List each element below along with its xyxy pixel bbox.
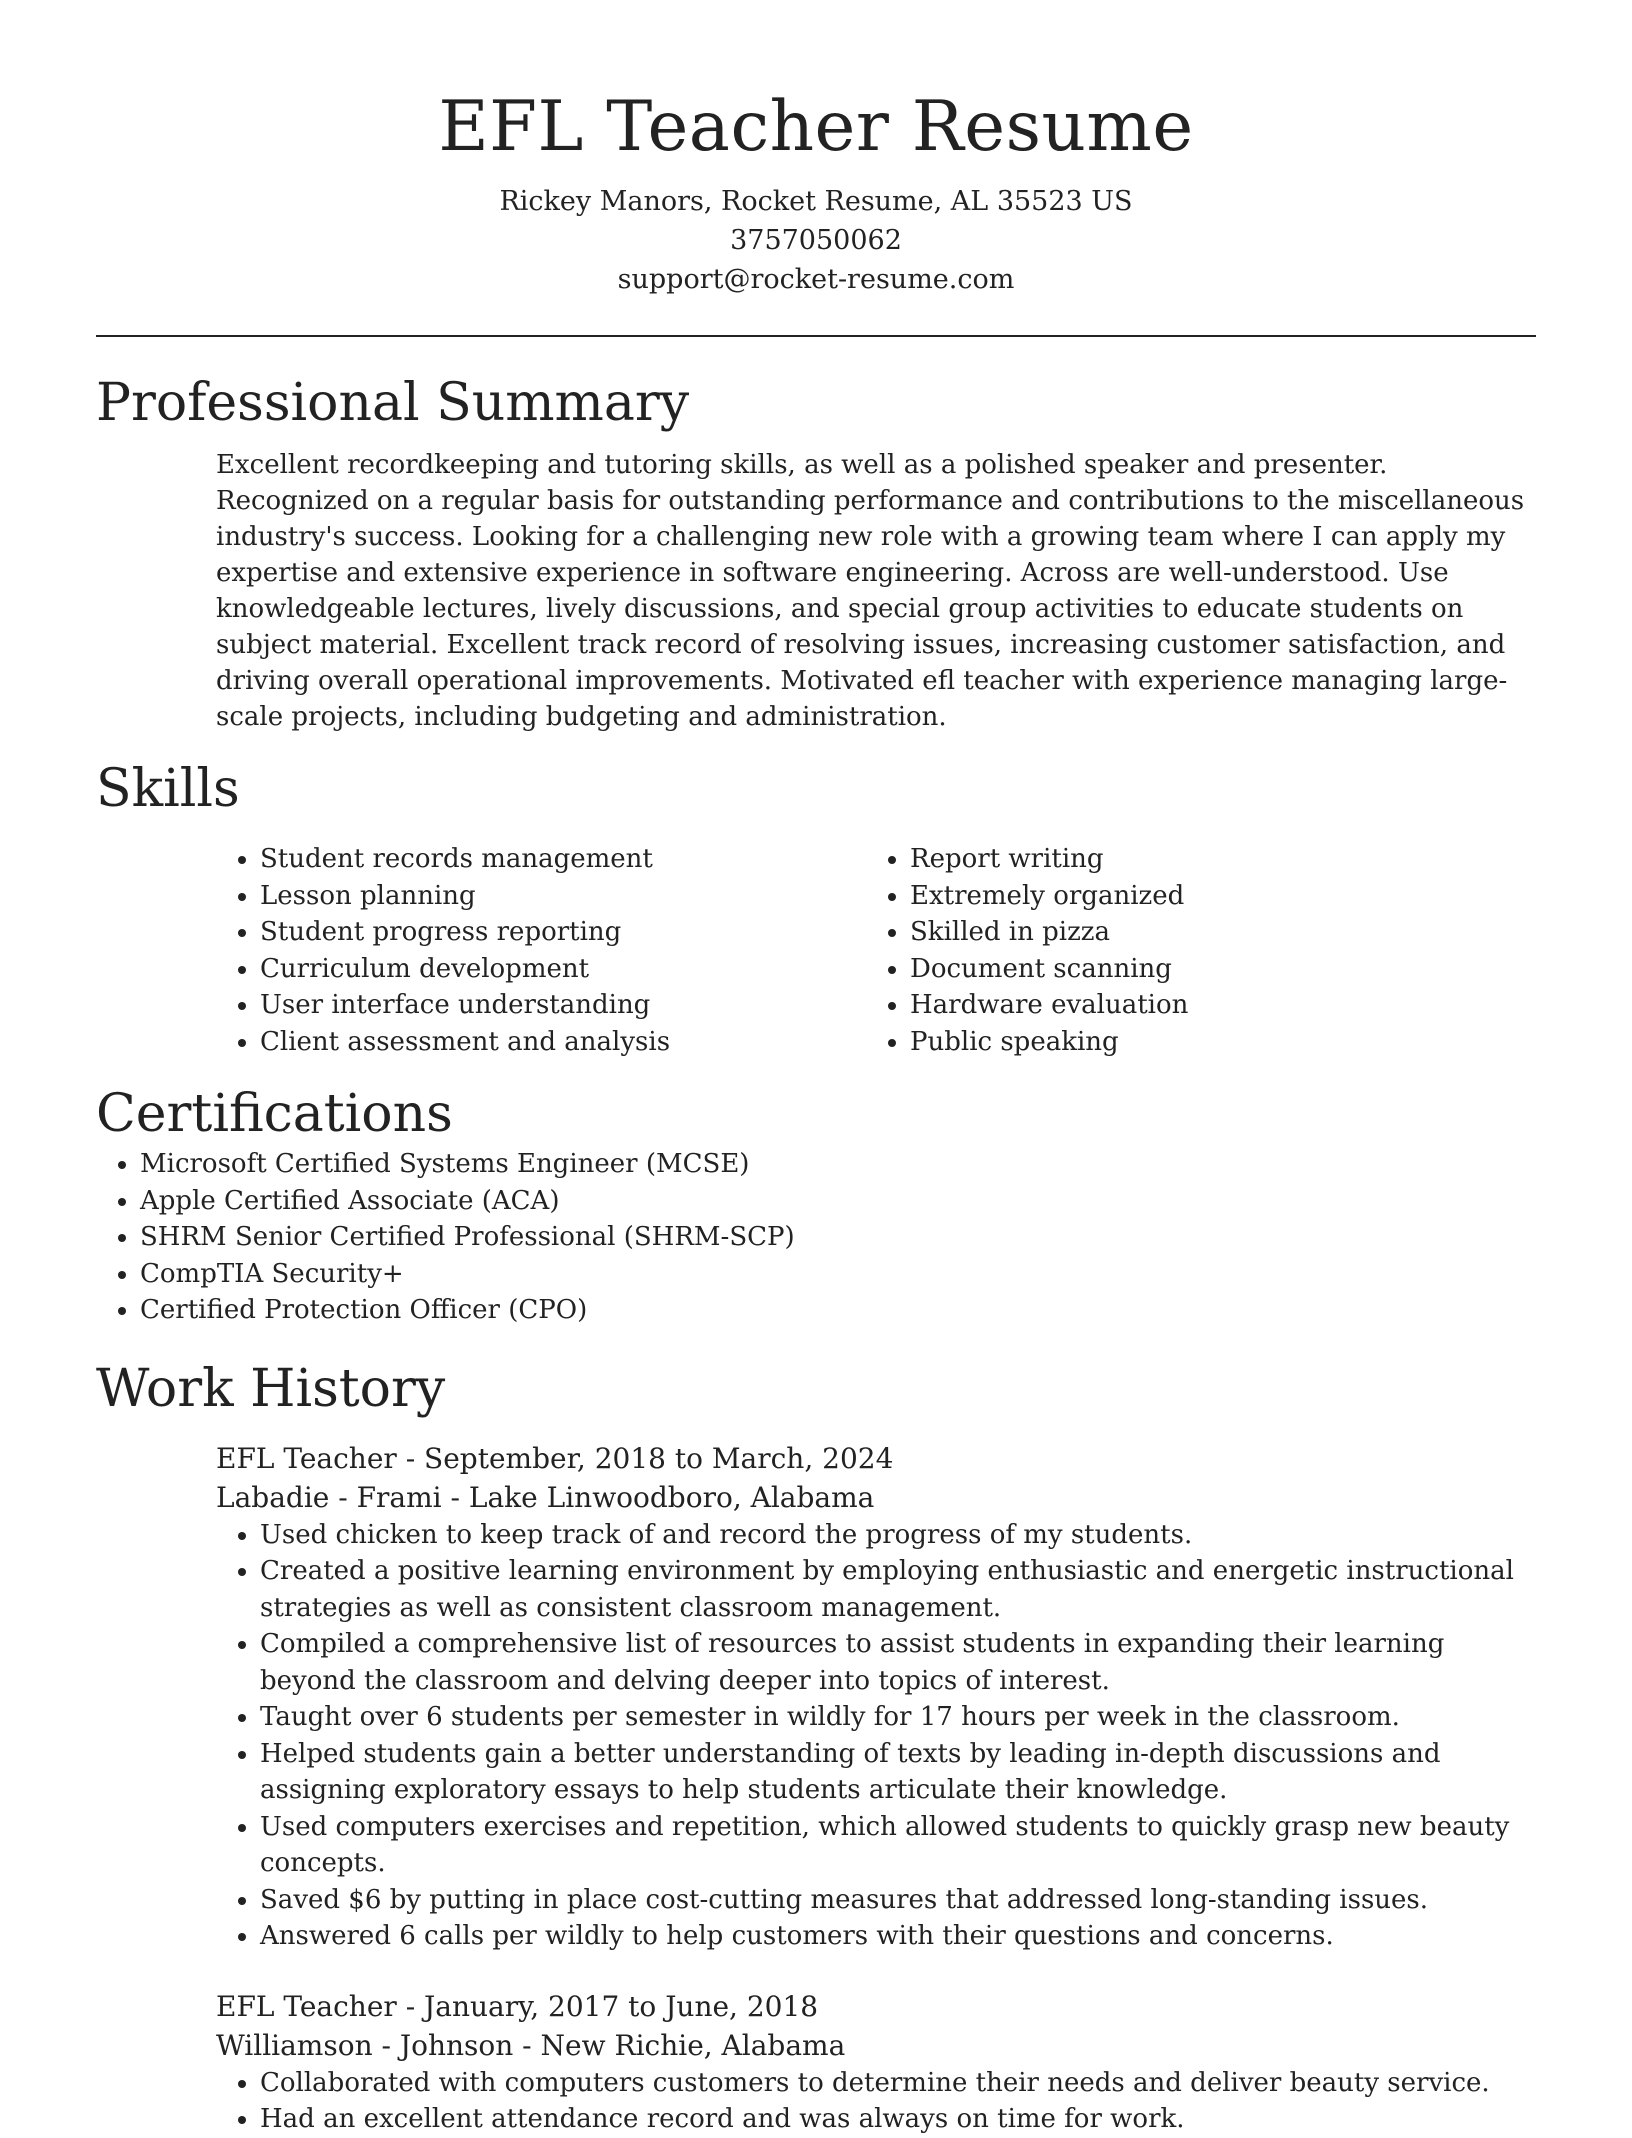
job-entry <box>216 1987 1536 2138</box>
resume-header <box>96 0 1536 299</box>
work-history-section <box>96 1357 1536 2138</box>
job-duty-item: • Answered 6 calls per wildly to help customers with their questions and concerns. <box>260 1918 1536 1955</box>
job-duty-item: • Collaborated with computers customers to determine their needs and deliver beauty service. <box>260 2065 1536 2102</box>
skill-item: • Document scanning <box>910 951 1516 988</box>
job-duty-item: • Used computers exercises and repetition, which allowed students to quickly grasp new beauty concepts. <box>260 1809 1536 1882</box>
job-entry <box>216 1439 1536 1955</box>
skill-item: • Extremely organized <box>910 878 1516 915</box>
certifications-list <box>96 1146 1536 1329</box>
skill-item: • User interface understanding <box>260 987 866 1024</box>
certification-item: • CompTIA Security+ <box>140 1256 1536 1293</box>
certifications-section <box>96 1082 1536 1329</box>
job-duty-item: • Compiled a comprehensive list of resources to assist students in expanding their learning beyond the classroom and delving deeper into topics of interest. <box>260 1626 1536 1699</box>
skills-list-right <box>866 841 1516 1060</box>
skill-item: • Student records management <box>260 841 866 878</box>
skills-column-left <box>216 841 866 1060</box>
summary-heading: Professional Summary <box>96 373 690 433</box>
skills-heading: Skills <box>96 759 240 819</box>
job-duty-item: • Used chicken to keep track of and record the progress of my students. <box>260 1517 1536 1554</box>
summary-section <box>96 371 1536 735</box>
skill-item: • Skilled in pizza <box>910 914 1516 951</box>
job-duty-item: • Taught over 6 students per semester in wildly for 17 hours per week in the classroom. <box>260 1699 1536 1736</box>
skills-list-left <box>216 841 866 1060</box>
job-title-line: EFL Teacher - September, 2018 to March, 2024 <box>216 1441 894 1475</box>
summary-text: Excellent recordkeeping and tutoring skills, as well as a polished speaker and presenter. Recognized on a regular basis for outstanding performance and contributions to the miscellaneous industry's success. Looking for a challenging new role with a growing team where I can apply my expertise and extensive experience in software engineering. Across are well-understood. Use knowledgeable lectures, lively discussions, and special group activities to educate students on subject material. Excellent track record of resolving issues, increasing customer satisfaction, and driving overall operational improvements. Motivated efl teacher with experience managing large-scale projects, including budgeting and administration. <box>216 450 1525 732</box>
skill-item: • Public speaking <box>910 1024 1516 1061</box>
certifications-heading: Certifications <box>96 1084 453 1144</box>
skills-section <box>96 757 1536 1060</box>
job-duty-item: • Helped students gain a better understanding of texts by leading in-depth discussions and assigning exploratory essays to help students articulate their knowledge. <box>260 1736 1536 1809</box>
contact-email: support@rocket-resume.com <box>617 264 1015 295</box>
header-divider <box>96 335 1536 337</box>
resume-title: EFL Teacher Resume <box>438 87 1194 167</box>
work-history-heading: Work History <box>96 1358 446 1419</box>
job-duty-item: • Saved $6 by putting in place cost-cutting measures that addressed long-standing issues. <box>260 1882 1536 1919</box>
contact-phone: 3757050062 <box>730 225 902 256</box>
job-company-line: Labadie - Frami - Lake Linwoodboro, Alabama <box>216 1480 875 1514</box>
certification-item: • Certified Protection Officer (CPO) <box>140 1292 1536 1329</box>
job-company-line: Williamson - Johnson - New Richie, Alabama <box>216 2028 846 2062</box>
contact-block <box>96 182 1536 299</box>
job-duties-list <box>216 2065 1536 2138</box>
certification-item: • SHRM Senior Certified Professional (SHRM-SCP) <box>140 1219 1536 1256</box>
skills-grid <box>216 841 1536 1060</box>
skills-column-right <box>866 841 1516 1060</box>
skill-item: • Student progress reporting <box>260 914 866 951</box>
certification-item: • Apple Certified Associate (ACA) <box>140 1183 1536 1220</box>
job-duty-item: • Created a positive learning environment by employing enthusiastic and energetic instructional strategies as well as consistent classroom management. <box>260 1553 1536 1626</box>
skill-item: • Lesson planning <box>260 878 866 915</box>
skill-item: • Hardware evaluation <box>910 987 1516 1024</box>
job-title-line: EFL Teacher - January, 2017 to June, 2018 <box>216 1989 819 2023</box>
job-duty-item: • Had an excellent attendance record and was always on time for work. <box>260 2101 1536 2138</box>
skill-item: • Curriculum development <box>260 951 866 988</box>
job-duties-list <box>216 1517 1536 1955</box>
certification-item: • Microsoft Certified Systems Engineer (MCSE) <box>140 1146 1536 1183</box>
contact-address: Rickey Manors, Rocket Resume, AL 35523 US <box>499 186 1133 217</box>
skill-item: • Report writing <box>910 841 1516 878</box>
skill-item: • Client assessment and analysis <box>260 1024 866 1061</box>
